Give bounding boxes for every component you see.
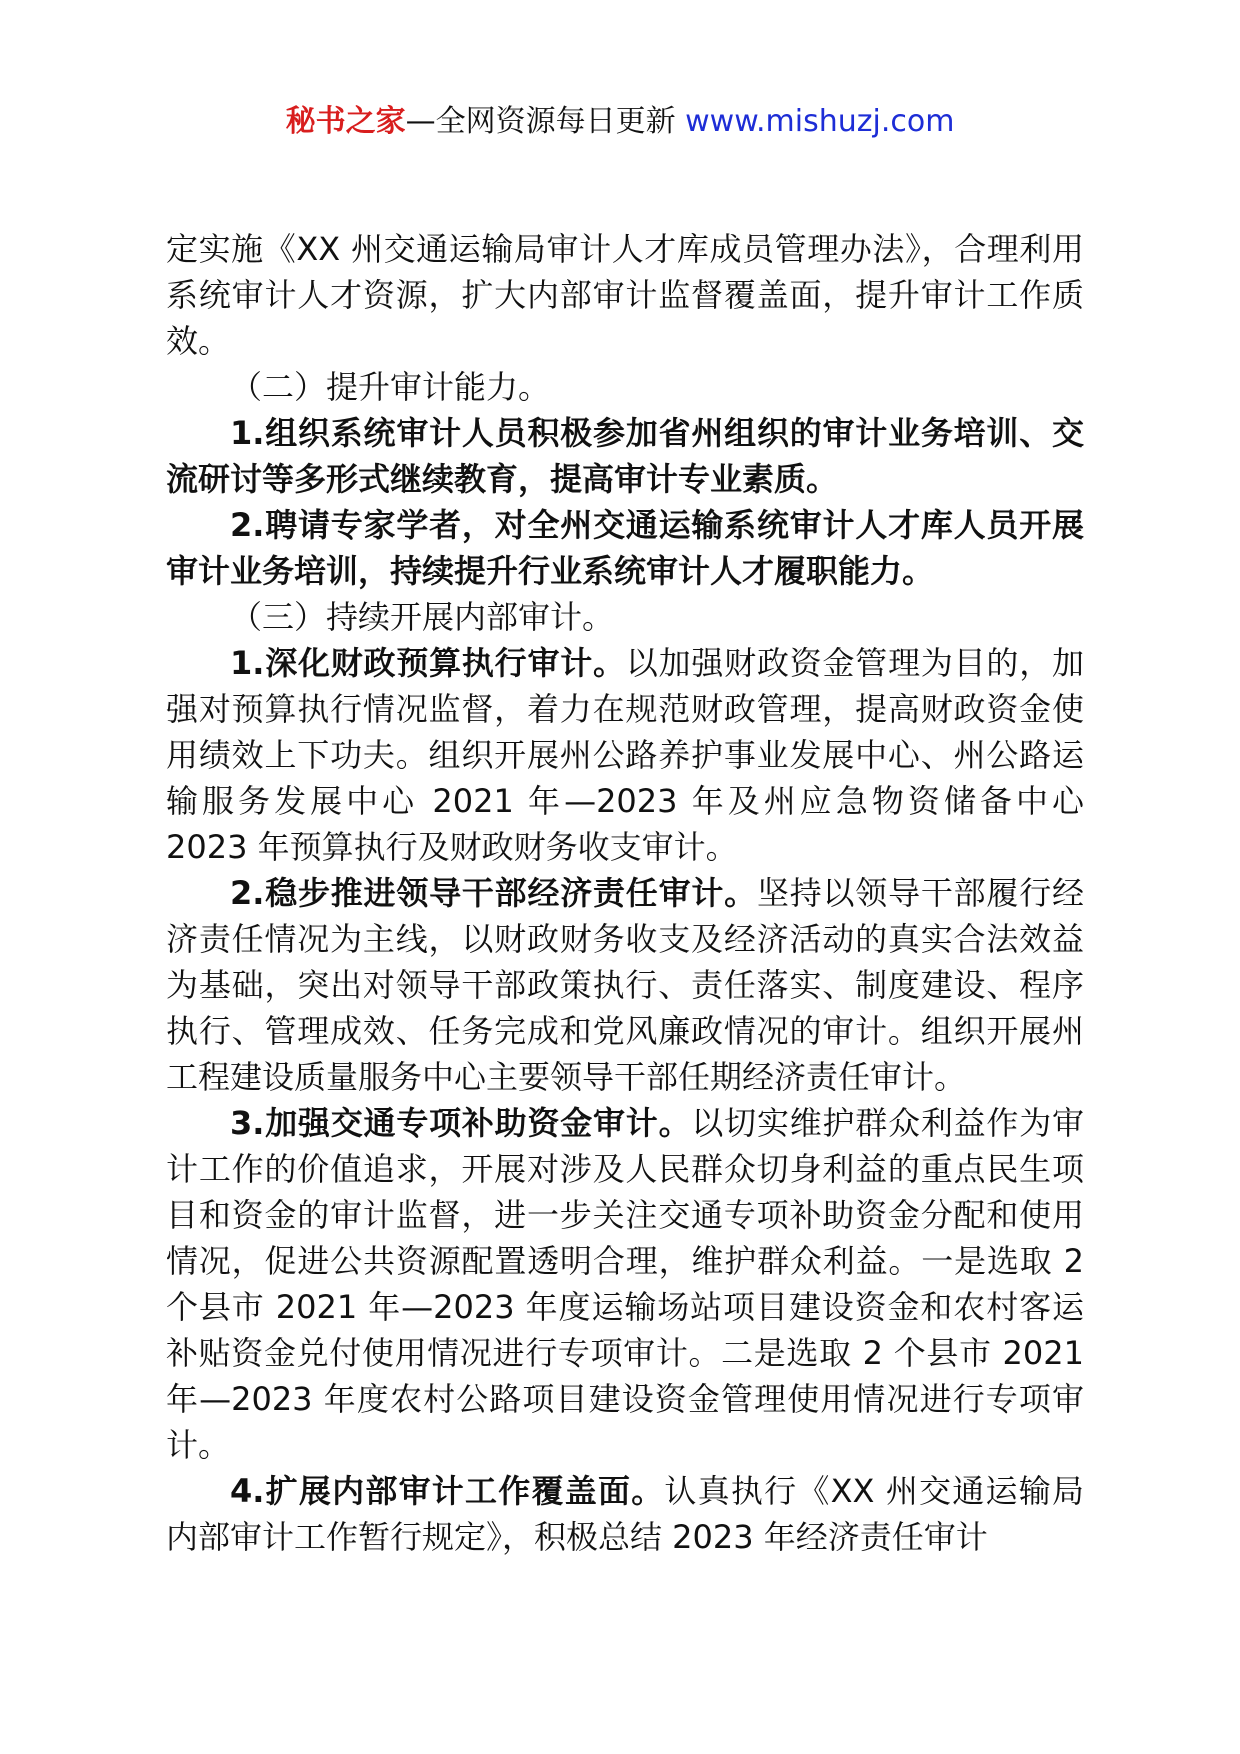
list-item-2-2: 2.聘请专家学者，对全州交通运输系统审计人才库人员开展审计业务培训，持续提升行业系统审计人才履职能力。 — [166, 506, 1084, 590]
paragraph-continuation: 定实施《XX 州交通运输局审计人才库成员管理办法》，合理利用系统审计人才资源，扩大内部审计监督覆盖面，提升审计工作质效。 — [166, 230, 1084, 360]
item-3-4-text: 认真执行《XX 州交通运输局内部审计工作暂行规定》，积极总结 2023 年经济责任审计 — [166, 1472, 1084, 1556]
header-tagline: —全网资源每日更新 — [405, 104, 686, 139]
brand-name: 秘书之家 — [285, 104, 406, 139]
site-header — [0, 100, 1240, 144]
item-3-2-lead: 2.稳步推进领导干部经济责任审计。 — [230, 874, 757, 912]
section-heading-3: （三）持续开展内部审计。 — [230, 598, 615, 636]
item-3-4-lead: 4.扩展内部审计工作覆盖面。 — [230, 1472, 665, 1510]
item-3-3-lead: 3.加强交通专项补助资金审计。 — [230, 1104, 692, 1142]
document-body — [166, 226, 1084, 1560]
item-3-1-lead: 1.深化财政预算执行审计。 — [230, 644, 626, 682]
item-3-1-text: 以加强财政资金管理为目的，加强对预算执行情况监督，着力在规范财政管理，提高财政资金使用绩效上下功夫。组织开展州公路养护事业发展中心、州公路运输服务发展中心 2021 年—2023 年及州应急物资储备中心 2023 年预算执行及财政财务收支审计。 — [166, 644, 1084, 866]
item-3-2-text: 坚持以领导干部履行经济责任情况为主线，以财政财务收支及经济活动的真实合法效益为基础，突出对领导干部政策执行、责任落实、制度建设、程序执行、管理成效、任务完成和党风廉政情况的审计。组织开展州工程建设质量服务中心主要领导干部任期经济责任审计。 — [166, 874, 1084, 1096]
list-item-3-2 — [166, 870, 1084, 1100]
item-3-3-text: 以切实维护群众利益作为审计工作的价值追求，开展对涉及人民群众切身利益的重点民生项目和资金的审计监督，进一步关注交通专项补助资金分配和使用情况，促进公共资源配置透明合理，维护群众利益。一是选取 2 个县市 2021 年—2023 年度运输场站项目建设资金和农村客运补贴资金兑付使用情况进行专项审计。二是选取 2 个县市 2021 年—2023 年度农村公路项目建设资金管理使用情况进行专项审计。 — [166, 1104, 1084, 1464]
list-item-2-1: 1.组织系统审计人员积极参加省州组织的审计业务培训、交流研讨等多形式继续教育，提高审计专业素质。 — [166, 414, 1084, 498]
list-item-3-4 — [166, 1468, 1084, 1560]
section-heading-2: （二）提升审计能力。 — [230, 368, 551, 406]
list-item-3-1 — [166, 640, 1084, 870]
site-url-link[interactable]: www.mishuzj.com — [685, 104, 955, 139]
list-item-3-3 — [166, 1100, 1084, 1468]
